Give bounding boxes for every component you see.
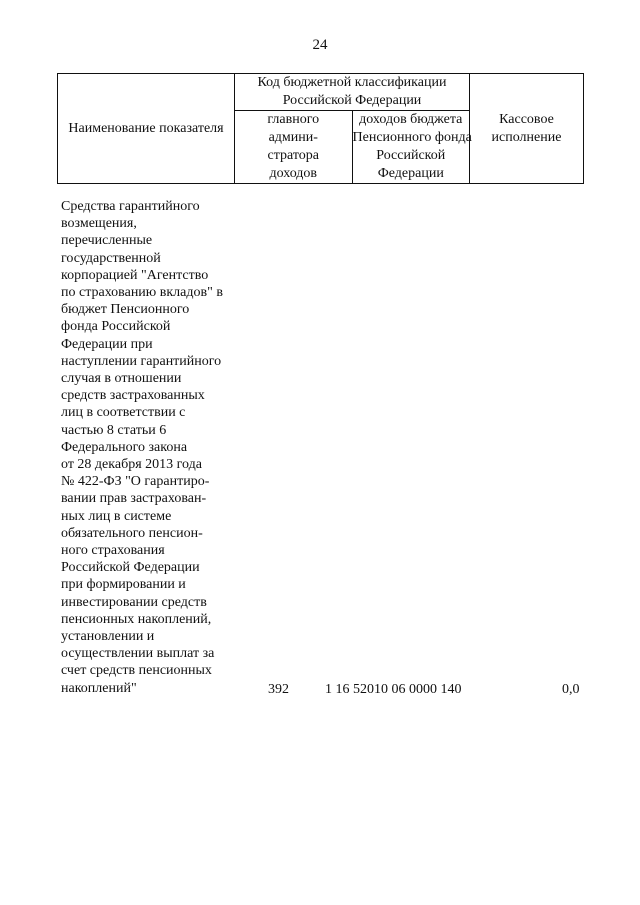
header-admin-column [235, 111, 353, 184]
header-execution-line: исполнение [491, 129, 562, 145]
indicator-name-line: ных лиц в системе [61, 508, 172, 524]
indicator-name-line: средств застрахованных [61, 388, 205, 404]
header-code-column [352, 111, 470, 184]
header-admin-line: доходов [269, 166, 318, 181]
indicator-name-line: вании прав застрахован- [61, 491, 207, 507]
indicator-name-line: обязательного пенсион- [61, 525, 203, 541]
indicator-name-line: государственной [61, 250, 161, 266]
header-kbk-group [235, 74, 470, 111]
indicator-name-line: пенсионных накоплений, [61, 611, 212, 627]
indicator-name-line: перечисленные [61, 233, 153, 249]
indicator-name-line: наступлении гарантийного [61, 353, 222, 369]
admin-code-value: 392 [268, 682, 289, 697]
table-header [57, 73, 584, 184]
page-number: 24 [312, 37, 328, 53]
execution-value: 0,0 [562, 682, 580, 697]
indicator-name-line: при формировании и [61, 577, 186, 593]
indicator-name-line: Федерального закона [61, 439, 188, 455]
header-admin-line: главного [267, 112, 320, 127]
indicator-name-line: счет средств пенсионных [61, 663, 212, 679]
header-kbk-line: Код бюджетной классификации [257, 75, 447, 90]
indicator-name [61, 198, 251, 697]
header-code-line: Пенсионного фонда [352, 130, 472, 145]
indicator-name-line: бюджет Пенсионного [61, 302, 190, 318]
header-kbk-line: Российской Федерации [282, 93, 422, 108]
indicator-name-line: Федерации при [61, 336, 153, 352]
indicator-name-line: фонда Российской [61, 319, 171, 335]
indicator-name-line: установлении и [61, 629, 155, 645]
header-code-line: Российской [376, 148, 446, 163]
revenue-code-value: 1 16 52010 06 0000 140 [325, 682, 462, 697]
indicator-name-line: Российской Федерации [61, 560, 200, 576]
indicator-name-line: от 28 декабря 2013 года [61, 457, 202, 473]
indicator-name-line: частью 8 статьи 6 [61, 422, 167, 438]
indicator-name-line: Средства гарантийного [61, 199, 200, 214]
header-admin-line: стратора [267, 148, 319, 163]
indicator-name-line: ного страхования [61, 543, 165, 559]
indicator-name-line: лиц в соответствии с [61, 405, 186, 421]
header-execution-line: Кассовое [499, 111, 554, 127]
indicator-name-line: накоплений" [61, 680, 137, 696]
header-name-column: Наименование показателя [58, 74, 235, 184]
header-execution-column [470, 74, 584, 184]
indicator-name-line: корпорацией "Агентство [61, 267, 209, 283]
header-code-line: Федерации [377, 166, 444, 181]
indicator-name-line: осуществлении выплат за [61, 646, 215, 662]
header-code-line: доходов бюджета [359, 112, 463, 127]
indicator-name-line: по страхованию вкладов" в [61, 285, 223, 301]
header-admin-line: админи- [268, 130, 318, 145]
indicator-name-line: случая в отношении [61, 371, 182, 387]
indicator-name-line: инвестировании средств [61, 594, 207, 610]
indicator-name-line: № 422-ФЗ "О гарантиро- [61, 474, 210, 490]
indicator-name-line: возмещения, [61, 216, 137, 232]
